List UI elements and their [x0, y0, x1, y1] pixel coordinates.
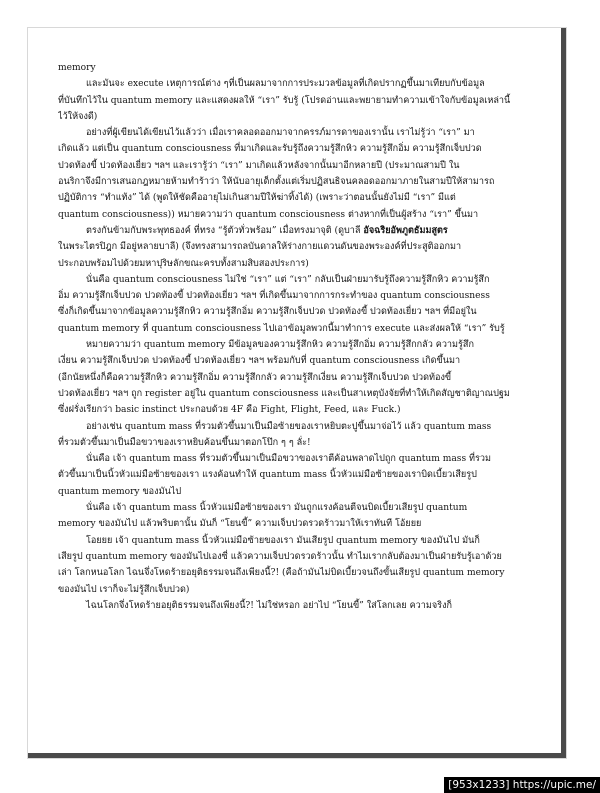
text-line	[58, 223, 542, 239]
text-line: ประกอบพร้อมไปด้วยมหาปุริษลักขณะครบทั้งสามสิบสองประการ)	[58, 258, 309, 269]
text-line: ซึ่งฝรั่งเรียกว่า basic instinct ประกอบด้วย 4F คือ Fight, Flight, Feed, และ Fuck.)	[58, 405, 401, 416]
text-line: ปฏิบัติการ “ทำแท้ง” ได้ (พูดให้ชัดคืออายุไม่เกินสามปีให้ฆ่าทิ้งได้) (เพราะว่าตอนนั้นยังไม่มี “เรา” มีแต่	[58, 193, 456, 204]
text-line: เกิดแล้ว แต่เป็น quantum consciousness ที่มาเกิดและรับรู้ถึงความรู้สึกหิว ความรู้สึกอิ่ม ความรู้สึกเจ็บปวด	[58, 144, 482, 155]
text-line: memory ของมันไป แล้วพริบตานั้น มันก็ “โยนขี้” ความเจ็บปวดรวดร้าวมาให้เราทันที โอ้ยยย	[58, 519, 422, 530]
text-line: หมายความว่า quantum memory มีข้อมูลของความรู้สึกหิว ความรู้สึกอิ่ม ความรู้สึกกลัว ความรู้สึก	[86, 340, 474, 351]
text-line: อิ่ม ความรู้สึกเจ็บปวด ปวดท้องขี้ ปวดท้องเยี่ยว ฯลฯ ที่เกิดขึ้นมาจากการกระทำของ quantum consciousness	[58, 291, 490, 302]
sutta-title: อัจฉริยอัพภูตธัมมสูตร	[363, 224, 448, 236]
text-line: ปวดท้องขี้ ปวดท้องเยี่ยว ฯลฯ และเรารู้ว่า “เรา” มาเกิดแล้วหลังจากนั้นมาอีกหลายปี (ประมาณสามปี ใน	[58, 160, 460, 171]
text-line: ที่บันทึกไว้ใน quantum memory และแสดงผลให้ “เรา” รับรู้ (โปรดอ่านและพยายามทำความเข้าใจกับข้อมูลเหล่านี้	[58, 95, 511, 106]
text-line: เล่า โลกหนอโลก ไฉนจึ่งโหดร้ายอยุติธรรมจนถึงเพียงนี้?! (คือถ้ามันไม่บิดเบี้ยวจนถึงขั้นเสียรูป quantum memory	[58, 568, 505, 579]
text-line: ของมันไป เราก็จะไม่รู้สึกเจ็บปวด)	[58, 584, 190, 595]
text-line: ไว้ให้จงดี)	[58, 111, 98, 122]
document-page	[28, 28, 566, 758]
text-line: อนริกาจึงมีการเสนอกฎหมายห้ามทำร้าว่า ให้นับอายุเด็กตั้งแต่เริ่มปฏิสนธิจนคลอดออกมาภายในสามปีให้สามารถ	[58, 177, 495, 188]
text-line: ในพระไตรปิฎก มีอยู่หลายบาลี) (จึงทรงสามารถลบันดาลให้ร่างกายแดวนดันของพระองค์ที่ประสูติออกมา	[58, 242, 462, 253]
document-body	[58, 60, 542, 614]
text-line: memory	[58, 63, 96, 73]
text-line: (อีกนัยหนึ่งก็คือความรู้สึกหิว ความรู้สึกอิ่ม ความรู้สึกกลัว ความรู้สึกเงี่ยน ความรู้สึกเจ็บปวด ปวดท้องขี้	[58, 372, 452, 383]
text-line: quantum memory ที่ quantum consciousness ไปเอาข้อมูลพวกนี้มาทำการ execute และส่งผลให้ “เรา” รับรู้	[58, 323, 505, 334]
text-line: โอยยย เจ้า quantum mass นิ้วหัวแม่มือซ้ายของเรา มันเสียรูป quantum memory ของมันไป มันก็	[86, 535, 480, 546]
text-line: ตัวขึ้นมาเป็นนิ้วหัวแม่มือซ้ายของเรา แรงค้อนทำให้ quantum mass นิ้วหัวแม่มือซ้ายของเราบิดเบี้ยวเสียรูป	[58, 470, 477, 481]
text-line: และมันจะ execute เหตุการณ์ต่าง ๆที่เป็นผลมาจากการประมวลข้อมูลที่เกิดปรากฏขึ้นมาเทียบกับข้อมูล	[86, 79, 485, 90]
text-line: เสียรูป quantum memory ของมันไปเองซี่ แล้วความเจ็บปวดรวดร้าวนั้น ทำไมเรากลับต้องมาเป็นฝ่ายรับรู้เอาด้วย	[58, 551, 502, 562]
text-segment: ตรงกันข้ามกับพระพุทธองค์ ที่ทรง “รู้ตัวทั่วพร้อม” เมื่อทรงมาจุติ (ดูบาลี	[86, 225, 364, 236]
text-line: ปวดท้องเยี่ยว ฯลฯ ถูก register อยู่ใน quantum consciousness และเป็นสาเหตุบังจัยที่ทำให้เกิดสัญชาติญาณปฐม	[58, 388, 510, 399]
text-line: เงี่ยน ความรู้สึกเจ็บปวด ปวดท้องขี้ ปวดท้องเยี่ยว ฯลฯ พร้อมกับที่ quantum consciousness เกิดขึ้นมา	[58, 356, 461, 367]
text-line: อย่างที่ผู้เขียนได้เขียนไว้แล้วว่า เมื่อเราคลอดออกมาจากครรภ์มารดาของเรานั้น เราไม่รู้ว่า “เรา” มา	[86, 128, 475, 139]
text-line: อย่างเช่น quantum mass ที่รวมตัวขึ้นมาเป็นมือซ้ายของเราหยิบตะปูขึ้นมาจ่อไว้ แล้ว quantum mass	[86, 421, 492, 432]
text-line: ไฉนโลกจึ่งโหดร้ายอยุติธรรมจนถึงเพียงนี้?! ไม่ใช่หรอก อย่าไป “โยนขี้” ใส่โลกเลย ความจริงก็	[86, 600, 453, 611]
text-line: นั่นคือ quantum consciousness ไม่ใช่ “เรา” แต่ “เรา” กลับเป็นฝ่ายมารับรู้ถึงความรู้สึกหิว ความรู้สึก	[86, 274, 490, 285]
text-line: นั่นคือ เจ้า quantum mass นิ้วหัวแม่มือซ้ายของเรา มันถูกแรงค้อนตีจนบิดเบี้ยวเสียรูป quantum	[86, 503, 468, 514]
text-line: quantum consciousness)) หมายความว่า quantum consciousness ต่างหากที่เป็นผู้สร้าง “เรา” ขึ้นมา	[58, 209, 479, 220]
text-line: ซึ่งก็เกิดขึ้นมาจากข้อมูลความรู้สึกหิว ความรู้สึกอิ่ม ความรู้สึกเจ็บปวด ปวดท้องขี้ ปวดท้องเยี่ยว ฯลฯ ที่มีอยู่ใน	[58, 307, 477, 318]
image-host-watermark[interactable]: [953x1233] https://upic.me/	[444, 777, 600, 793]
text-line: ที่รวมตัวขึ้นมาเป็นมือขวาของเราหยิบค้อนขึ้นมาตอกโป๊ก ๆ ๆ ลั่ะ!	[58, 437, 311, 448]
text-line: quantum memory ของมันไป	[58, 486, 182, 497]
text-line: นั่นคือ เจ้า quantum mass ที่รวมตัวขึ้นมาเป็นมือขวาของเราตีค้อนพลาดไปถูก quantum mass ที่รวม	[86, 454, 492, 465]
